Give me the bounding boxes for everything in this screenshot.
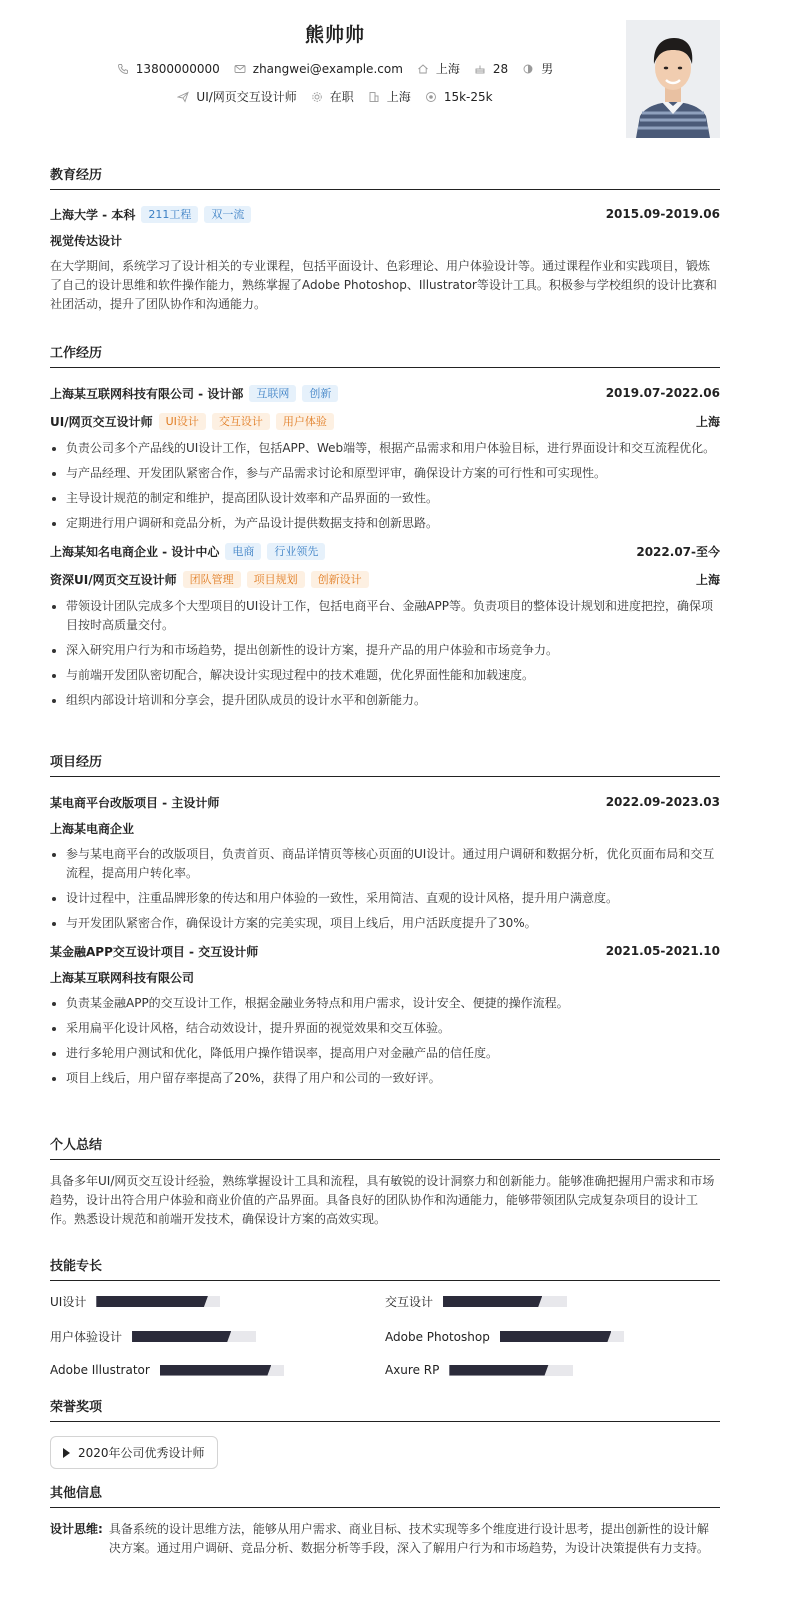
job-bullet: 组织内部设计培训和分享会，提升团队成员的设计水平和创新能力。	[50, 691, 720, 710]
project-bullet: 与开发团队紧密合作，确保设计方案的完美实现，项目上线后，用户活跃度提升了30%。	[50, 914, 720, 933]
phone-icon	[117, 63, 129, 75]
job-intent-row	[50, 88, 620, 105]
project-bullet: 项目上线后，用户留存率提高了20%，获得了用户和公司的一致好评。	[50, 1069, 720, 1088]
education-title: 教育经历	[50, 164, 720, 190]
company-tag: 电商	[225, 543, 261, 560]
resume-header	[50, 0, 720, 150]
skill-level-bar	[132, 1331, 256, 1342]
job-entry	[50, 541, 720, 710]
send-icon	[177, 91, 189, 103]
status-info	[311, 88, 354, 105]
summary-section	[50, 1134, 720, 1229]
job-entry	[50, 383, 720, 533]
skill-item	[50, 1293, 385, 1310]
other-text: 具备系统的设计思维方法，能够从用户需求、商业目标、技术实现等多个维度进行设计思考，提出创新性的设计解决方案。通过用户调研、竞品分析、数据分析等手段，深入了解用户行为和市场趋势，为设计决策提供有力支持。	[108, 1522, 709, 1555]
email-info	[234, 62, 403, 76]
skill-level-fill	[443, 1296, 542, 1307]
honors-section	[50, 1396, 720, 1469]
position-tag: 项目规划	[247, 571, 305, 588]
skill-name: Adobe Illustrator	[50, 1363, 150, 1377]
company-name: 上海某知名电商企业 - 设计中心	[50, 544, 220, 559]
project-date: 2022.09-2023.03	[605, 795, 720, 809]
job-bullet: 定期进行用户调研和竞品分析，为产品设计提供数据支持和创新思路。	[50, 514, 720, 533]
job-date: 2022.07-至今	[636, 544, 720, 559]
skill-level-bar	[449, 1365, 573, 1376]
education-section	[50, 164, 720, 314]
other-item	[50, 1520, 720, 1558]
company-tag: 创新	[302, 385, 338, 402]
education-desc: 在大学期间，系统学习了设计相关的专业课程，包括平面设计、色彩理论、用户体验设计等。通过课程作业和实践项目，锻炼了自己的设计思维和软件操作能力，熟练掌握了Adobe Photoshop、Illustrator等设计工具。积极参与学校组织的设计比赛和社团活动，提升了团队协作和沟通能力。	[50, 259, 717, 311]
cake-icon	[474, 63, 486, 75]
other-section	[50, 1482, 720, 1558]
honors-title: 荣誉奖项	[50, 1396, 720, 1422]
other-label: 设计思维:	[50, 1522, 103, 1536]
project-entry	[50, 941, 720, 1088]
skill-item	[50, 1363, 385, 1377]
major: 视觉传达设计	[50, 234, 123, 248]
job-info	[177, 88, 296, 105]
project-bullet: 采用扁平化设计风格，结合动效设计，提升界面的视觉效果和交互体验。	[50, 1019, 720, 1038]
skills-grid	[50, 1293, 720, 1377]
position-tag: 团队管理	[183, 571, 241, 588]
project-name: 某电商平台改版项目 - 主设计师	[50, 795, 220, 810]
job-location: 上海	[695, 414, 720, 429]
skill-level-bar	[96, 1296, 220, 1307]
job-bullet: 负责公司多个产品线的UI设计工作，包括APP、Web端等，根据产品需求和用户体验目标，进行界面设计和交互流程优化。	[50, 439, 720, 458]
contact-row	[50, 60, 620, 77]
play-icon	[63, 1448, 70, 1458]
company-tag: 互联网	[249, 385, 296, 402]
city-value: 上海	[435, 62, 460, 76]
status-value: 在职	[329, 90, 354, 104]
skill-name: Axure RP	[385, 1363, 440, 1377]
skill-level-bar	[160, 1365, 284, 1376]
projects-section	[50, 751, 720, 1094]
skill-item	[385, 1363, 720, 1377]
skill-name: Adobe Photoshop	[385, 1329, 490, 1344]
award-name: 2020年公司优秀设计师	[78, 1446, 205, 1460]
project-org: 上海某互联网科技有限公司	[50, 971, 195, 985]
gear-icon	[311, 91, 323, 103]
email-value: zhangwei@example.com	[252, 61, 403, 76]
salary-info	[425, 90, 493, 104]
skill-level-bar	[443, 1296, 567, 1307]
position-tag: 创新设计	[311, 571, 369, 588]
phone-info	[117, 62, 220, 76]
project-entry	[50, 792, 720, 933]
project-bullet: 负责某金融APP的交互设计工作，根据金融业务特点和用户需求，设计安全、便捷的操作流程。	[50, 994, 720, 1013]
project-bullet: 设计过程中，注重品牌形象的传达和用户体验的一致性，采用简洁、直观的设计风格，提升用户满意度。	[50, 889, 720, 908]
skill-item	[50, 1328, 385, 1345]
project-org: 上海某电商企业	[50, 822, 135, 836]
salary-value: 15k-25k	[443, 89, 493, 104]
skill-level-fill	[132, 1331, 231, 1342]
target-city-info	[368, 88, 411, 105]
position-tag: UI设计	[159, 413, 206, 430]
skill-name: 用户体验设计	[50, 1330, 123, 1344]
skill-level-fill	[500, 1331, 612, 1342]
avatar-photo	[626, 20, 720, 138]
skill-name: UI设计	[50, 1295, 87, 1309]
skill-level-fill	[160, 1365, 272, 1376]
work-title: 工作经历	[50, 342, 720, 368]
candidate-name: 熊帅帅	[304, 24, 365, 46]
school-name: 上海大学 - 本科	[50, 207, 136, 222]
skill-name: 交互设计	[385, 1295, 434, 1309]
skill-level-bar	[500, 1331, 624, 1342]
age-value: 28	[492, 61, 509, 76]
company-name: 上海某互联网科技有限公司 - 设计部	[50, 386, 244, 401]
skill-item	[385, 1328, 720, 1345]
age-info	[474, 62, 508, 76]
project-date: 2021.05-2021.10	[605, 944, 720, 958]
job-value: UI/网页交互设计师	[196, 90, 297, 104]
award-item[interactable]	[50, 1436, 218, 1469]
target-city-value: 上海	[386, 90, 411, 104]
skill-level-fill	[96, 1296, 208, 1307]
job-bullet: 与产品经理、开发团队紧密合作，参与产品需求讨论和原型评审，确保设计方案的可行性和可实现性。	[50, 464, 720, 483]
skills-section	[50, 1255, 720, 1377]
work-section	[50, 342, 720, 716]
city-info	[417, 60, 460, 77]
phone-value: 13800000000	[135, 61, 220, 76]
school-tag: 双一流	[204, 206, 251, 223]
home-icon	[417, 63, 429, 75]
education-row	[50, 204, 720, 224]
company-tag: 行业领先	[267, 543, 325, 560]
project-bullet: 进行多轮用户测试和优化，降低用户操作错误率，提高用户对金融产品的信任度。	[50, 1044, 720, 1063]
job-bullet: 深入研究用户行为和市场趋势，提出创新性的设计方案，提升产品的用户体验和市场竞争力。	[50, 641, 720, 660]
summary-title: 个人总结	[50, 1134, 720, 1160]
mail-icon	[234, 63, 246, 75]
building-icon	[368, 91, 380, 103]
summary-text: 具备多年UI/网页交互设计经验，熟练掌握设计工具和流程，具有敏锐的设计洞察力和创新能力。能够准确把握用户需求和市场趋势，设计出符合用户体验和商业价值的产品界面。具备良好的团队协作和沟通能力，能够带领团队完成复杂项目的设计工作。熟悉设计规范和前端开发技术，确保设计方案的高效实现。	[50, 1174, 715, 1226]
position-name: 资深UI/网页交互设计师	[50, 572, 177, 587]
gender-icon	[522, 63, 534, 75]
skill-level-fill	[449, 1365, 548, 1376]
skills-title: 技能专长	[50, 1255, 720, 1281]
position-tag: 交互设计	[212, 413, 270, 430]
position-tag: 用户体验	[276, 413, 334, 430]
job-bullet: 带领设计团队完成多个大型项目的UI设计工作，包括电商平台、金融APP等。负责项目的整体设计规划和进度把控，确保项目按时高质量交付。	[50, 597, 720, 635]
other-title: 其他信息	[50, 1482, 720, 1508]
projects-title: 项目经历	[50, 751, 720, 777]
gender-info	[522, 60, 553, 77]
education-date: 2015.09-2019.06	[605, 207, 720, 221]
coin-icon	[425, 91, 437, 103]
job-location: 上海	[695, 572, 720, 587]
project-name: 某金融APP交互设计项目 - 交互设计师	[50, 944, 259, 959]
skill-item	[385, 1293, 720, 1310]
position-name: UI/网页交互设计师	[50, 414, 153, 429]
job-date: 2019.07-2022.06	[605, 386, 720, 400]
project-bullet: 参与某电商平台的改版项目，负责首页、商品详情页等核心页面的UI设计。通过用户调研和数据分析，优化页面布局和交互流程，提高用户转化率。	[50, 845, 720, 883]
job-bullet: 主导设计规范的制定和维护，提高团队设计效率和产品界面的一致性。	[50, 489, 720, 508]
job-bullet: 与前端开发团队密切配合，解决设计实现过程中的技术难题，优化界面性能和加载速度。	[50, 666, 720, 685]
school-tag: 211工程	[141, 206, 198, 223]
gender-value: 男	[541, 62, 554, 76]
